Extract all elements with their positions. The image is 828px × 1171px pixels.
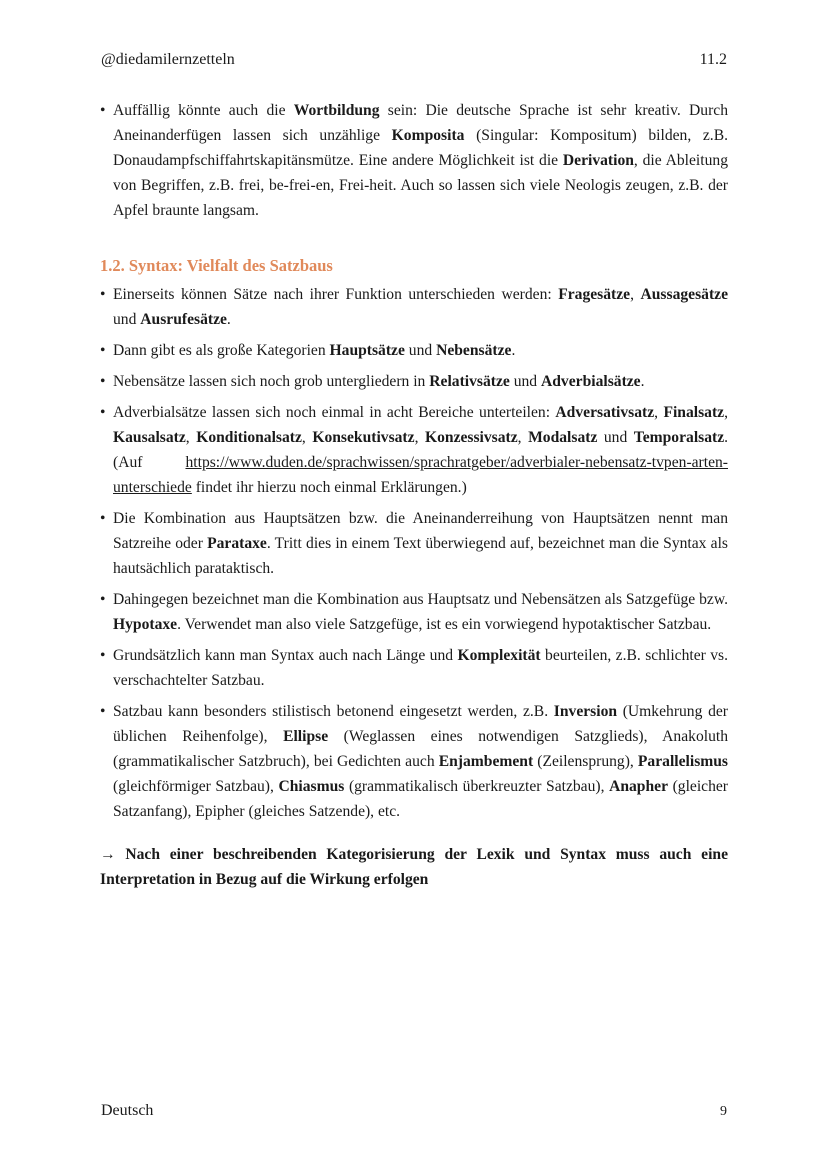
list-item-kategorien: • Dann gibt es als große Kategorien Hauptsätze und Nebensätze. [100, 338, 728, 363]
list-item-funktion: • Einerseits können Sätze nach ihrer Funktion unterschieden werden: Fragesätze, Aussagesätze und Ausrufesätze. [100, 282, 728, 332]
page-number: 9 [720, 1104, 727, 1119]
header-account: @diedamilernzetteln [101, 51, 235, 68]
section-heading: 1.2. Syntax: Vielfalt des Satzbaus [100, 256, 333, 275]
duden-link[interactable]: https://www.duden.de/sprachwissen/sprachratgeber/adverbialer-nebensatz-tvpen-arten-unterschiede [113, 454, 728, 496]
list-item-hypotaxe: • Dahingegen bezeichnet man die Kombination aus Hauptsatz und Nebensätzen als Satzgefüge bzw. Hypotaxe. Verwendet man also viele Satzgefüge, ist es ein vorwiegend hypotaktischer Satzbau. [100, 587, 728, 637]
page-content [100, 98, 728, 892]
conclusion-text: → Nach einer beschreibenden Kategorisierung der Lexik und Syntax muss auch eine Interpretation in Bezug auf die Wirkung erfolgen [100, 846, 728, 888]
footer-subject: Deutsch [101, 1102, 154, 1119]
list-item-wortbildung: • Auffällig könnte auch die Wortbildung sein: Die deutsche Sprache ist sehr kreativ. Durch Aneinanderfügen lassen sich unzählige Komposita (Singular: Kompositum) bilden, z.B. Donaudampfschiffahrtskapitänsmütze. Eine andere Möglichkeit ist die Derivation, die Ableitung von Begriffen, z.B. frei, be-frei-en, Frei-heit. Auch so lassen sich viele Neologis zeugen, z.B. der Apfel braunte langsam. [100, 98, 728, 223]
list-item-parataxe: • Die Kombination aus Hauptsätzen bzw. die Aneinanderreihung von Hauptsätzen nennt man Satzreihe oder Parataxe. Tritt dies in einem Text überwiegend auf, bezeichnet man die Syntax als hautsächlich parataktisch. [100, 506, 728, 581]
list-item-stilistik: • Satzbau kann besonders stilistisch betonend eingesetzt werden, z.B. Inversion (Umkehrung der üblichen Reihenfolge), Ellipse (Weglassen eines notwendigen Satzglieds), Anakoluth (grammatikalischer Satzbruch), bei Gedichten auch Enjambement (Zeilensprung), Parallelismus (gleichförmiger Satzbau), Chiasmus (grammatikalisch überkreuzter Satzbau), Anapher (gleicher Satzanfang), Epipher (gleiches Satzende), etc. [100, 699, 728, 824]
list-item-nebensaetze: • Nebensätze lassen sich noch grob untergliedern in Relativsätze und Adverbialsätze. [100, 369, 728, 394]
list-item-adverbial: • Adverbialsätze lassen sich noch einmal in acht Bereiche unterteilen: Adversativsatz, Finalsatz, Kausalsatz, Konditionalsatz, Konsekutivsatz, Konzessivsatz, Modalsatz und Temporalsatz. (Auf https://www.duden.de/sprachwissen/sprachratgeber/adverbialer-nebensatz-tvpen-arten-unterschiede findet ihr hierzu noch einmal Erklärungen.) [100, 400, 728, 500]
header-section: 11.2 [699, 51, 727, 68]
list-item-komplexitaet: • Grundsätzlich kann man Syntax auch nach Länge und Komplexität beurteilen, z.B. schlichter vs. verschachtelter Satzbau. [100, 643, 728, 693]
bullet-list-wortbildung [100, 98, 728, 223]
bullet-list-syntax [100, 282, 728, 824]
